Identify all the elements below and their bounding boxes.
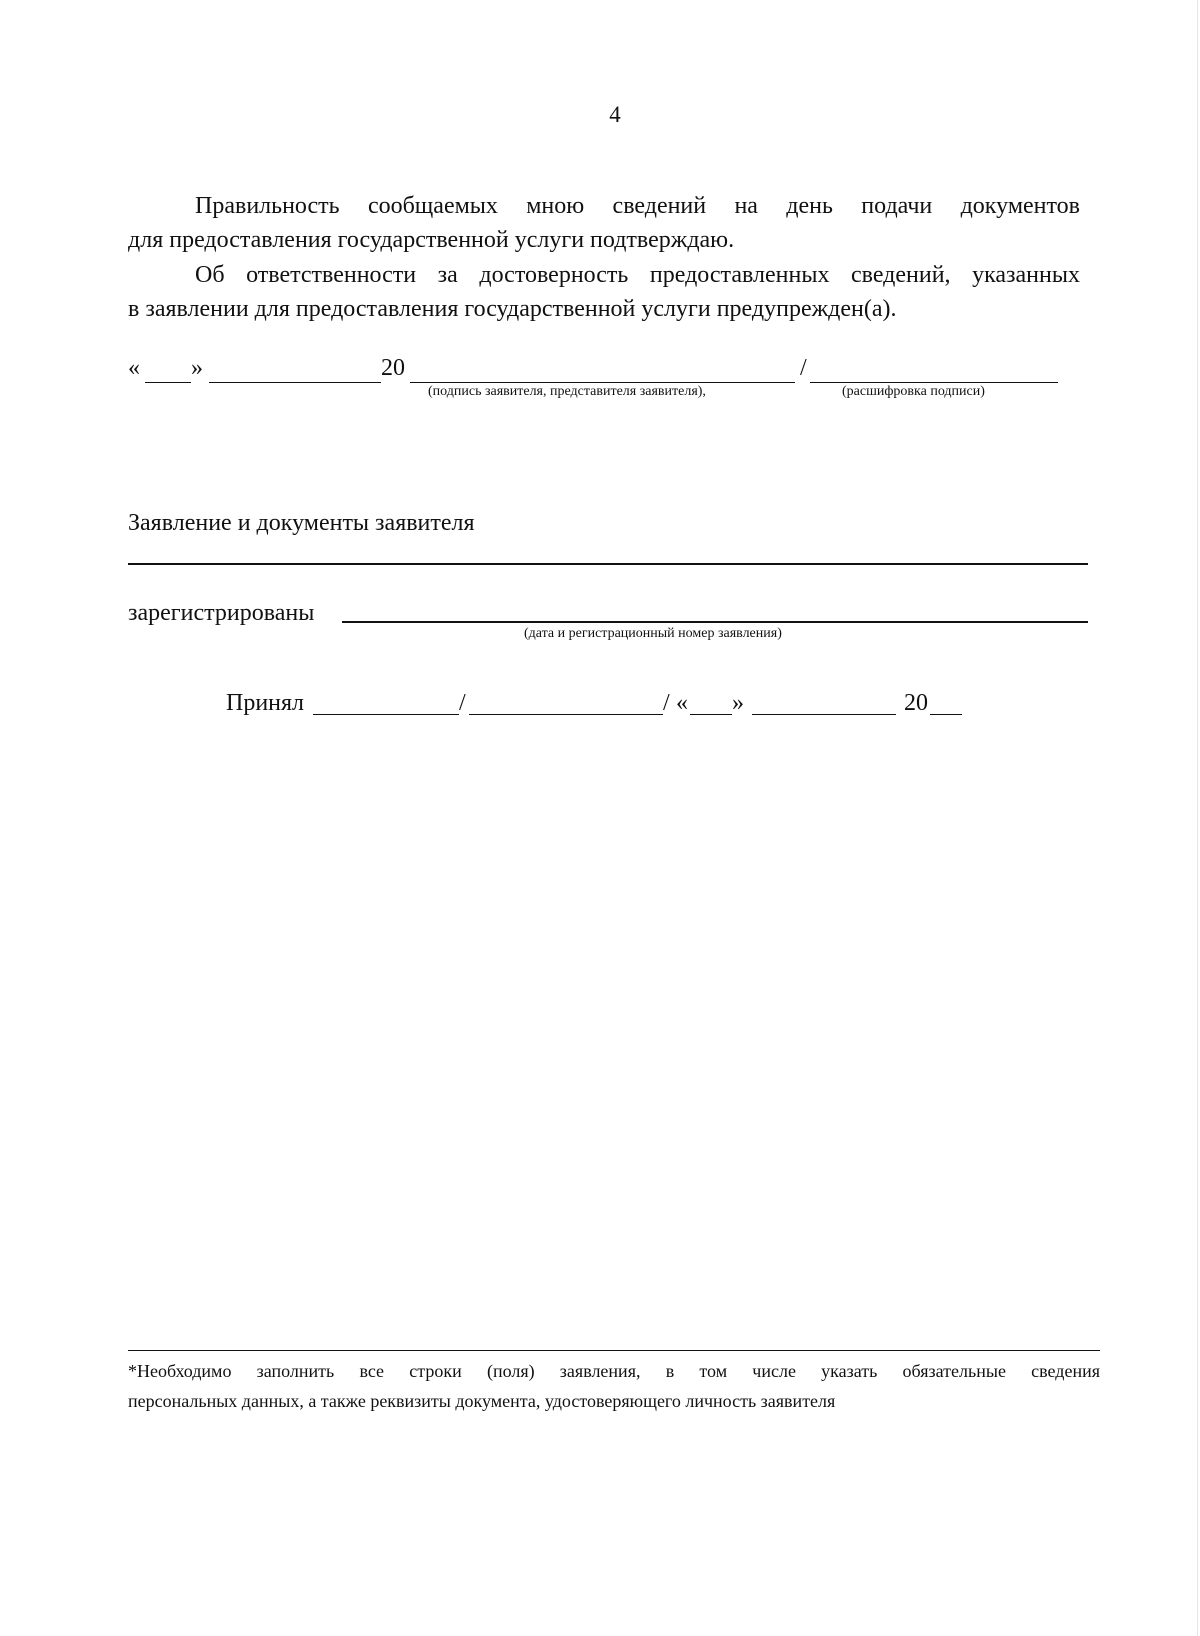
month-blank-line[interactable] xyxy=(209,382,381,383)
accepted-open-quote: « xyxy=(676,690,688,716)
year-prefix: 20 xyxy=(381,355,405,381)
declaration-line-2: для предоставления государственной услуги подтверждаю. xyxy=(128,227,735,253)
day-blank-line[interactable] xyxy=(145,382,191,383)
declaration-text-3: Об ответственности за достоверность предоставленных сведений, указанных xyxy=(195,262,1080,288)
accepted-day-blank-line[interactable] xyxy=(690,714,732,715)
decode-caption: (расшифровка подписи) xyxy=(842,384,985,399)
signature-blank-line[interactable] xyxy=(410,382,795,383)
registration-blank-line-1[interactable] xyxy=(128,563,1088,565)
registration-caption: (дата и регистрационный номер заявления) xyxy=(524,626,782,641)
footnote-separator xyxy=(128,1350,1100,1351)
accepted-close-quote: » xyxy=(732,690,744,716)
accepted-label: Принял xyxy=(226,690,305,716)
declaration-line-3 xyxy=(128,258,1080,292)
page-edge xyxy=(1197,0,1198,1636)
accepted-slash-1: / xyxy=(459,690,466,716)
accepted-year-prefix: 20 xyxy=(904,690,928,716)
signature-decode-blank-line[interactable] xyxy=(810,382,1058,383)
accepted-name-blank-line[interactable] xyxy=(469,714,663,715)
accepted-slash-2: / xyxy=(663,690,670,716)
footnote-line-2: персональных данных, а также реквизиты документа, удостоверяющего личность заявителя xyxy=(128,1391,836,1411)
accepted-month-blank-line[interactable] xyxy=(752,714,896,715)
signature-slash: / xyxy=(800,355,807,381)
registration-number-blank-line[interactable] xyxy=(342,621,1088,623)
footnote-line-1: *Необходимо заполнить все строки (поля) заявления, в том числе указать обязательные сведения xyxy=(128,1361,1100,1381)
registered-label: зарегистрированы xyxy=(128,600,315,626)
signature-caption: (подпись заявителя, представителя заявителя), xyxy=(428,384,706,399)
declaration-text-1: Правильность сообщаемых мною сведений на день подачи документов xyxy=(195,193,1080,219)
registration-heading: Заявление и документы заявителя xyxy=(128,510,475,536)
page-number: 4 xyxy=(609,102,621,127)
accepted-year-blank-line[interactable] xyxy=(930,714,962,715)
declaration-line-1 xyxy=(128,189,1080,223)
date-close-quote: » xyxy=(191,355,203,381)
declaration-line-4: в заявлении для предоставления государственной услуги предупрежден(а). xyxy=(128,296,897,322)
date-open-quote: « xyxy=(128,355,140,381)
accepted-signature-blank-line[interactable] xyxy=(313,714,459,715)
